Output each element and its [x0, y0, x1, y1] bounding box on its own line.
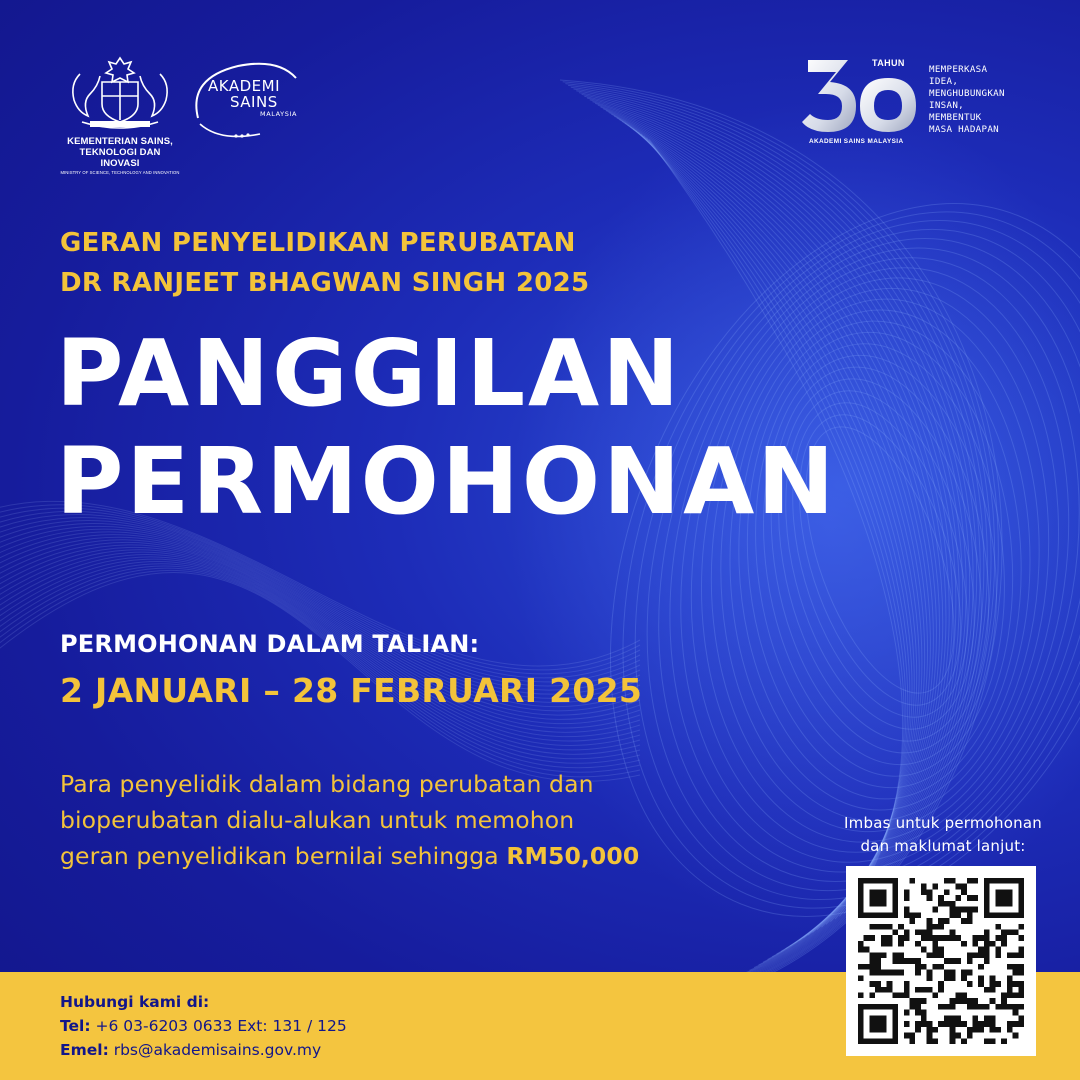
akademi-sains-logo	[190, 56, 300, 146]
tagline-line: MEMPERKASA	[929, 64, 988, 75]
kementerian-name-line2: TEKNOLOGI DAN INOVASI	[79, 147, 161, 169]
qr-code[interactable]	[846, 866, 1036, 1056]
email-value[interactable]: rbs@akademisains.gov.my	[113, 1041, 322, 1059]
asm-line3: MALAYSIA	[260, 110, 298, 118]
tagline-line: IDEA,	[929, 76, 959, 87]
grant-amount: RM50,000	[506, 842, 640, 870]
anniversary-caption: AKADEMI SAINS MALAYSIA	[809, 138, 904, 145]
description-line3-prefix: geran penyelidikan bernilai sehingga	[60, 842, 499, 870]
email-label: Emel:	[60, 1041, 109, 1059]
tahun-label: TAHUN	[872, 58, 905, 68]
scan-line1: Imbas untuk permohonan	[844, 814, 1042, 832]
anniversary-30-logo	[800, 52, 1040, 152]
thirty-numeral-icon	[800, 52, 925, 142]
kementerian-english-name: MINISTRY OF SCIENCE, TECHNOLOGY AND INNOVATION	[60, 170, 180, 175]
asm-line1: AKADEMI	[208, 77, 280, 95]
tel-value[interactable]: +6 03-6203 0633 Ext: 131 / 125	[95, 1017, 347, 1035]
asm-line2: SAINS	[230, 93, 278, 111]
kementerian-logo	[60, 52, 180, 175]
tel-label: Tel:	[60, 1017, 91, 1035]
tagline-line: MENGHUBUNGKAN	[929, 88, 1005, 99]
grant-title-line2: DR RANJEET BHAGWAN SINGH 2025	[60, 268, 590, 298]
description-line3	[60, 838, 639, 874]
anniversary-tagline	[929, 64, 1005, 136]
scan-prompt	[818, 812, 1068, 858]
coat-of-arms-icon	[60, 52, 180, 134]
description-line2: bioperubatan dialu-alukan untuk memohon	[60, 806, 575, 834]
headline-line2: PERMOHONAN	[56, 428, 838, 535]
grant-title	[60, 223, 589, 303]
application-label: PERMOHONAN DALAM TALIAN:	[60, 630, 480, 658]
description-line1: Para penyelidik dalam bidang perubatan dan	[60, 770, 594, 798]
contact-info	[60, 990, 347, 1062]
scan-line2: dan maklumat lanjut:	[860, 837, 1026, 855]
kementerian-name	[60, 136, 180, 169]
qr-code-icon	[858, 878, 1024, 1044]
asm-wordmark	[208, 78, 297, 118]
contact-tel	[60, 1014, 347, 1038]
contact-email	[60, 1038, 347, 1062]
description	[60, 766, 639, 874]
application-dates: 2 JANUARI – 28 FEBRUARI 2025	[60, 671, 643, 710]
contact-heading: Hubungi kami di:	[60, 993, 210, 1011]
grant-title-line1: GERAN PENYELIDIKAN PERUBATAN	[60, 228, 576, 258]
headline-line1: PANGGILAN	[56, 320, 683, 427]
tagline-line: MASA HADAPAN	[929, 124, 999, 135]
tagline-line: INSAN,	[929, 100, 964, 111]
page-headline	[56, 320, 837, 536]
kementerian-name-line1: KEMENTERIAN SAINS,	[67, 136, 173, 147]
tagline-line: MEMBENTUK	[929, 112, 982, 123]
